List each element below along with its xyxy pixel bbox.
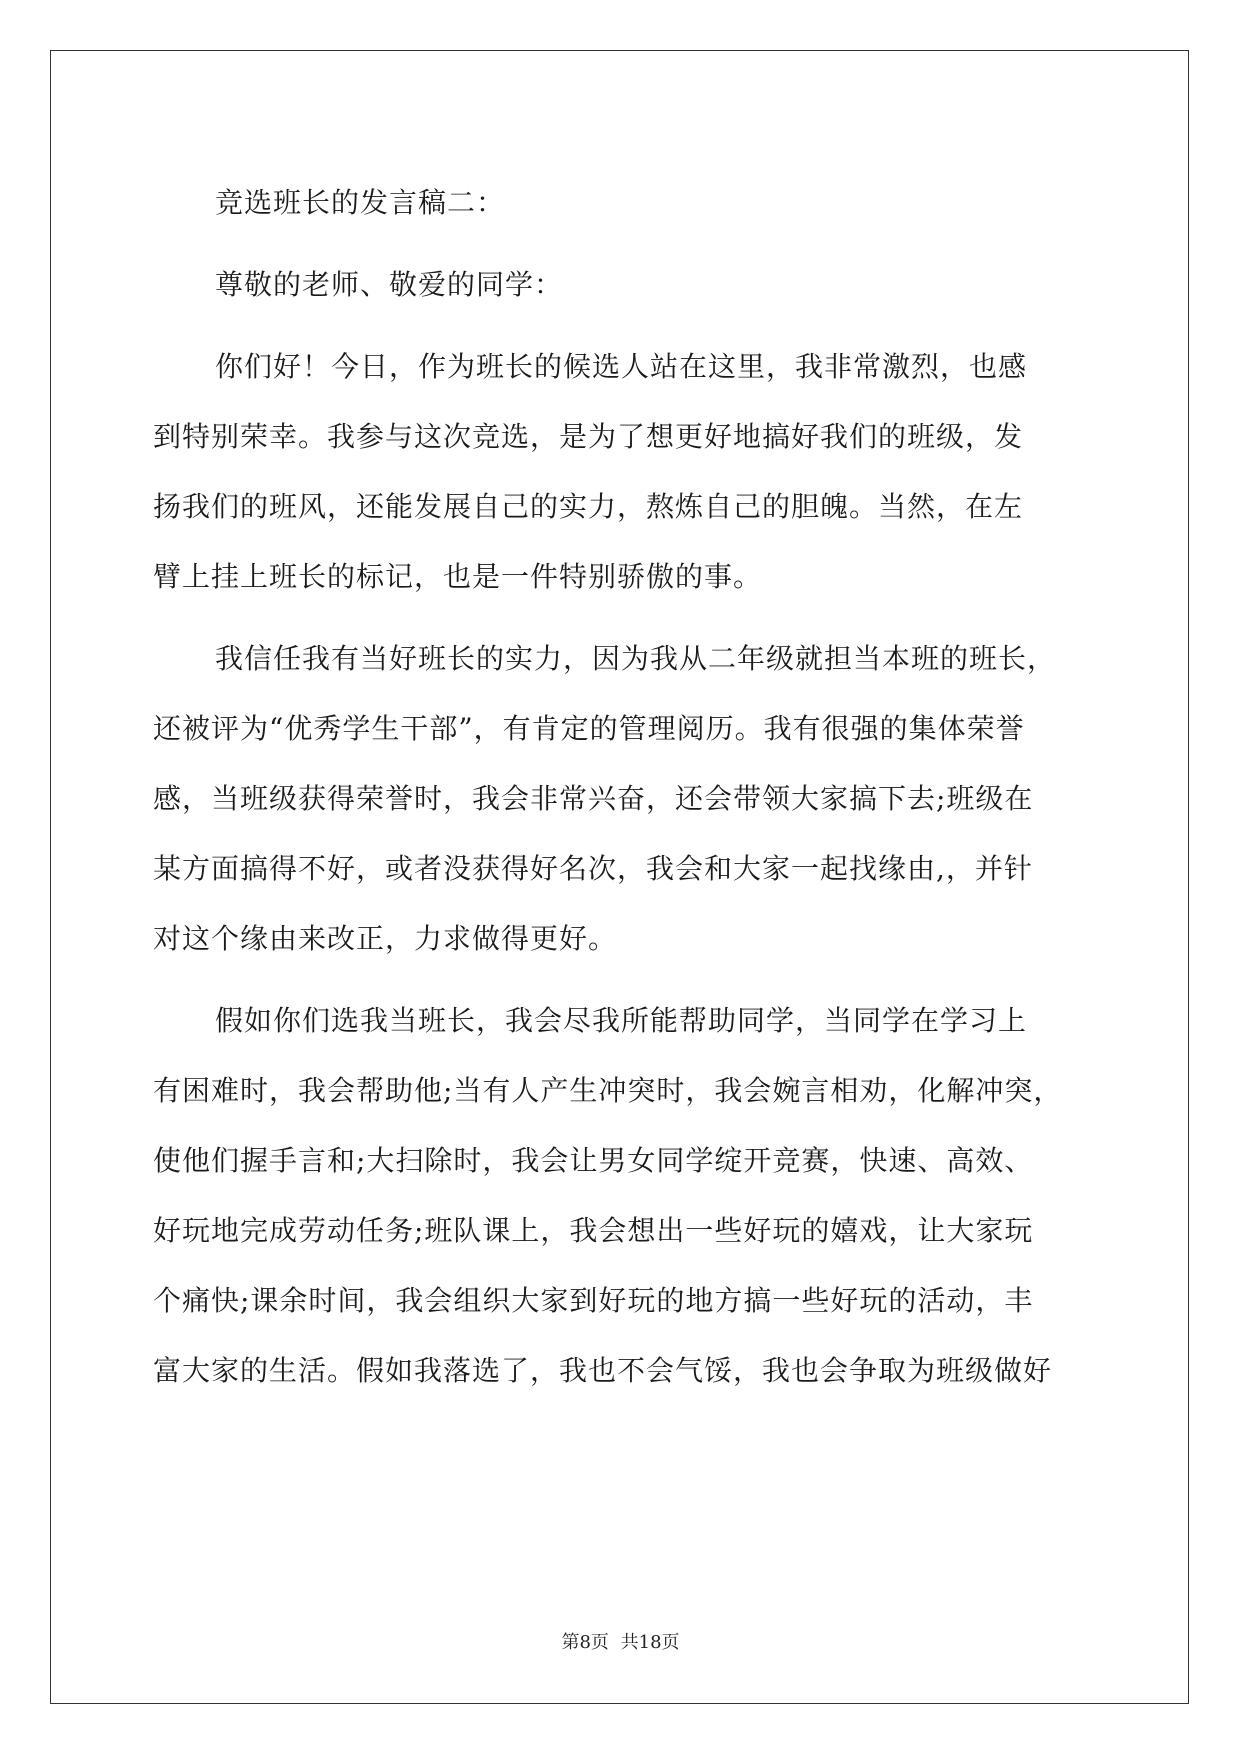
document-body bbox=[153, 168, 1088, 1406]
paragraph-line: 还被评为“优秀学生干部”，有肯定的管理阅历。我有很强的集体荣誉 bbox=[153, 712, 1025, 745]
paragraph-line: 臂上挂上班长的标记，也是一件特别骄傲的事。 bbox=[153, 560, 763, 593]
paragraph-line: 有困难时，我会帮助他;当有人产生冲突时，我会婉言相劝，化解冲突， bbox=[153, 1074, 1063, 1107]
paragraph-line: 感，当班级获得荣誉时，我会非常兴奋，还会带领大家搞下去;班级在 bbox=[153, 782, 1034, 815]
page-total: 共18页 bbox=[620, 1632, 680, 1653]
page-number: 第8页 bbox=[561, 1632, 609, 1653]
paragraph bbox=[153, 332, 1088, 612]
paragraph bbox=[153, 624, 1088, 974]
paragraph-line: 对这个缘由来改正，力求做得更好。 bbox=[153, 922, 618, 955]
paragraph-line: 某方面搞得不好，或者没获得好名次，我会和大家一起找缘由,，并针 bbox=[153, 852, 1033, 885]
paragraph-line: 扬我们的班风，还能发展自己的实力，熬炼自己的胆魄。当然，在左 bbox=[153, 490, 1024, 523]
page-footer bbox=[0, 1628, 1241, 1654]
paragraph-line: 我信任我有当好班长的实力，因为我从二年级就担当本班的班长， bbox=[215, 642, 1057, 675]
paragraph-line: 富大家的生活。假如我落选了，我也不会气馁，我也会争取为班级做好 bbox=[153, 1354, 1053, 1387]
document-heading: 竞选班长的发言稿二： bbox=[215, 186, 506, 219]
paragraph-line: 到特别荣幸。我参与这次竞选，是为了想更好地搞好我们的班级，发 bbox=[153, 420, 1024, 453]
salutation: 尊敬的老师、敬爱的同学： bbox=[215, 268, 564, 301]
paragraph-line: 个痛快;课余时间，我会组织大家到好玩的地方搞一些好玩的活动，丰 bbox=[153, 1284, 1034, 1317]
paragraph-line: 好玩地完成劳动任务;班队课上，我会想出一些好玩的嬉戏，让大家玩 bbox=[153, 1214, 1034, 1247]
paragraph-line: 你们好！今日，作为班长的候选人站在这里，我非常激烈，也感 bbox=[215, 350, 1028, 383]
paragraph-line: 使他们握手言和;大扫除时，我会让男女同学绽开竞赛，快速、高效、 bbox=[153, 1144, 1034, 1177]
paragraph bbox=[153, 986, 1088, 1406]
paragraph-line: 假如你们选我当班长，我会尽我所能帮助同学，当同学在学习上 bbox=[215, 1004, 1028, 1037]
